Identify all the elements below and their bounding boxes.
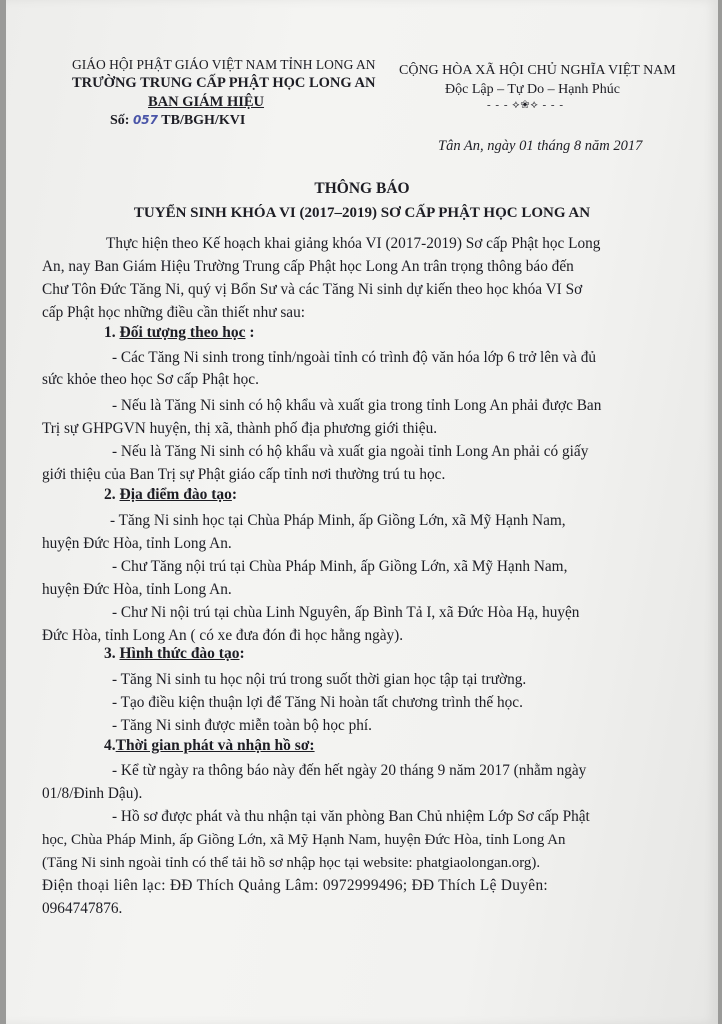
section-4-heading: 4.Thời gian phát và nhận hồ sơ: xyxy=(104,737,315,754)
section-2-line: - Chư Ni nội trú tại chùa Linh Nguyên, ấp Bình Tả I, xã Đức Hòa Hạ, huyện xyxy=(112,604,580,621)
nation-line-2: Độc Lập – Tự Do – Hạnh Phúc xyxy=(445,82,620,97)
section-2-line: - Tăng Ni sinh học tại Chùa Pháp Minh, ấp Giồng Lớn, xã Mỹ Hạnh Nam, xyxy=(110,512,566,529)
ref-suffix: TB/BGH/KVI xyxy=(161,113,246,128)
section-1-line: sức khỏe theo học Sơ cấp Phật học. xyxy=(42,371,259,388)
intro-line: cấp Phật học những điều cần thiết như sau: xyxy=(42,304,305,321)
section-3-line: - Tăng Ni sinh tu học nội trú trong suốt thời gian học tập tại trường. xyxy=(112,671,527,688)
section-1-line: - Nếu là Tăng Ni sinh có hộ khẩu và xuất gia trong tỉnh Long An phải được Ban xyxy=(112,397,602,414)
section-3-line: - Tăng Ni sinh được miễn toàn bộ học phí. xyxy=(112,717,372,734)
section-2-line: huyện Đức Hòa, tỉnh Long An. xyxy=(42,581,232,598)
org-line-1: GIÁO HỘI PHẬT GIÁO VIỆT NAM TỈNH LONG AN xyxy=(72,57,376,72)
notice-title: THÔNG BÁO xyxy=(314,180,410,197)
section-1-line: giới thiệu của Ban Trị sự Phật giáo cấp tỉnh nơi thường trú tu học. xyxy=(42,466,446,483)
section-2-line: Đức Hòa, tỉnh Long An ( có xe đưa đón đi học hằng ngày). xyxy=(42,627,404,644)
place-date: Tân An, ngày 01 tháng 8 năm 2017 xyxy=(438,138,643,154)
section-4-line: Điện thoại liên lạc: ĐĐ Thích Quảng Lâm: 0972999496; ĐĐ Thích Lệ Duyên: xyxy=(42,877,549,894)
ref-number-handwritten: 057 xyxy=(132,113,159,127)
section-4-line: 0964747876. xyxy=(42,900,123,917)
intro-line: Chư Tôn Đức Tăng Ni, quý vị Bổn Sư và các Tăng Ni sinh dự kiến theo học khóa VI Sơ xyxy=(42,281,583,298)
section-1-heading: 1. Đối tượng theo học : xyxy=(104,324,255,341)
document-page xyxy=(6,0,718,1024)
section-2-line: - Chư Tăng nội trú tại Chùa Pháp Minh, ấp Giồng Lớn, xã Mỹ Hạnh Nam, xyxy=(112,558,568,575)
section-4-line: 01/8/Đinh Dậu). xyxy=(42,785,143,802)
org-line-3: BAN GIÁM HIỆU xyxy=(148,94,265,110)
section-1-line: - Các Tăng Ni sinh trong tỉnh/ngoài tỉnh có trình độ văn hóa lớp 6 trở lên và đủ xyxy=(112,349,597,366)
section-3-line: - Tạo điều kiện thuận lợi để Tăng Ni hoàn tất chương trình thế học. xyxy=(112,694,523,711)
ornament-divider: - - - ⟡❀⟡ - - - xyxy=(487,99,564,111)
section-1-line: Trị sự GHPGVN huyện, thị xã, thành phố địa phương giới thiệu. xyxy=(42,420,438,437)
section-4-line: - Hồ sơ được phát và thu nhận tại văn phòng Ban Chủ nhiệm Lớp Sơ cấp Phật xyxy=(112,808,590,825)
intro-line: An, nay Ban Giám Hiệu Trường Trung cấp Phật học Long An trân trọng thông báo đến xyxy=(42,258,574,275)
section-3-heading: 3. Hình thức đào tạo: xyxy=(104,645,245,662)
reference-number xyxy=(110,113,245,129)
ref-label: Số: xyxy=(110,113,130,128)
notice-subtitle: TUYỂN SINH KHÓA VI (2017–2019) SƠ CẤP PHẬT HỌC LONG AN xyxy=(133,205,591,221)
nation-line-1: CỘNG HÒA XÃ HỘI CHỦ NGHĨA VIỆT NAM xyxy=(399,63,676,78)
org-line-2: TRƯỜNG TRUNG CẤP PHẬT HỌC LONG AN xyxy=(72,75,376,91)
section-2-line: huyện Đức Hòa, tỉnh Long An. xyxy=(42,535,232,552)
section-2-heading: 2. Địa điểm đào tạo: xyxy=(104,486,238,503)
section-4-line: (Tăng Ni sinh ngoài tỉnh có thể tải hồ sơ nhập học tại website: phatgiaolongan.org). xyxy=(42,855,541,871)
section-1-line: - Nếu là Tăng Ni sinh có hộ khẩu và xuất gia ngoài tỉnh Long An phải có giấy xyxy=(112,443,589,460)
section-4-line: học, Chùa Pháp Minh, ấp Giồng Lớn, xã Mỹ Hạnh Nam, huyện Đức Hòa, tỉnh Long An xyxy=(42,832,566,848)
section-4-line: - Kể từ ngày ra thông báo này đến hết ngày 20 tháng 9 năm 2017 (nhằm ngày xyxy=(112,762,587,779)
intro-line: Thực hiện theo Kế hoạch khai giảng khóa VI (2017-2019) Sơ cấp Phật học Long xyxy=(106,235,601,252)
